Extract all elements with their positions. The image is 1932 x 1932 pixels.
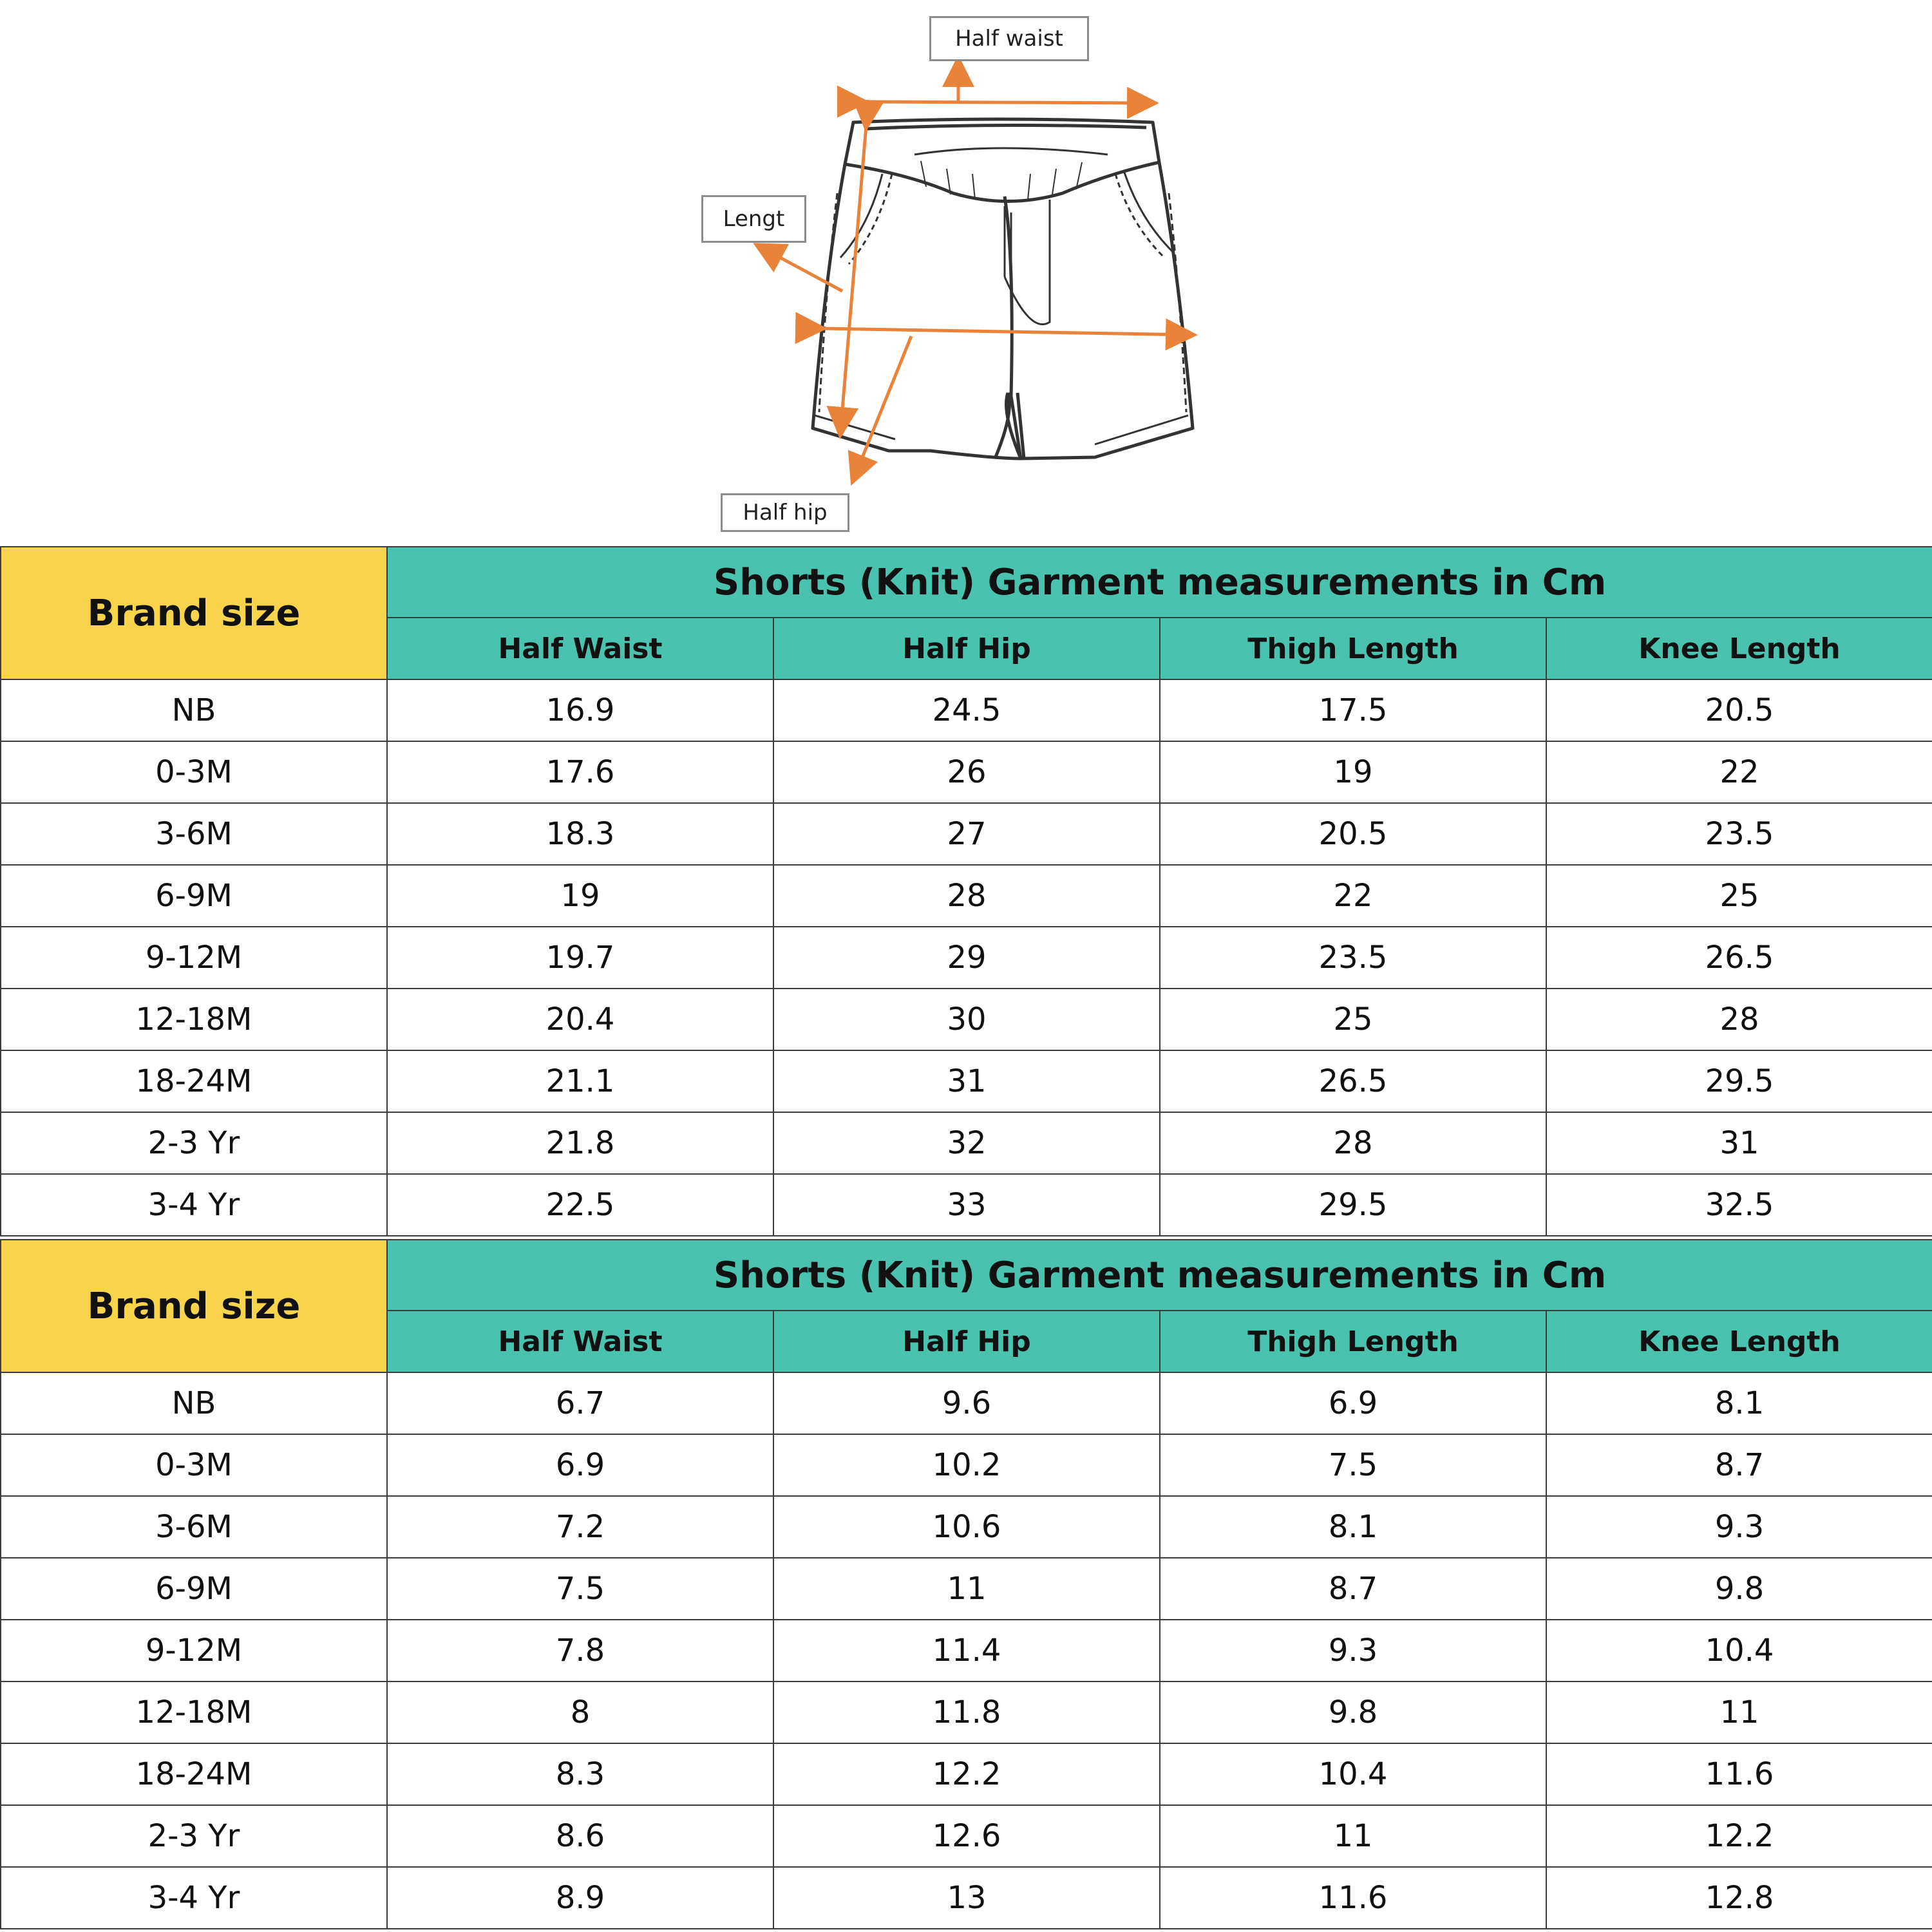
table-row xyxy=(1,1372,1932,1434)
measurement-cell: 12.6 xyxy=(773,1805,1160,1867)
group-header: Shorts (Knit) Garment measurements in Cm xyxy=(387,1240,1932,1311)
table-row xyxy=(1,865,1932,927)
measurement-cell: 32 xyxy=(773,1112,1160,1174)
table-row xyxy=(1,1434,1932,1496)
measurement-cell: 6.9 xyxy=(387,1434,773,1496)
column-header: Thigh Length xyxy=(1160,618,1546,679)
column-header: Thigh Length xyxy=(1160,1311,1546,1372)
size-label-cell: NB xyxy=(1,1372,387,1434)
size-label-cell: 18-24M xyxy=(1,1050,387,1112)
measurement-cell: 6.7 xyxy=(387,1372,773,1434)
measurement-cell: 12.2 xyxy=(1546,1805,1932,1867)
measurement-cell: 31 xyxy=(1546,1112,1932,1174)
measurement-cell: 26.5 xyxy=(1546,927,1932,989)
measurement-cell: 10.6 xyxy=(773,1496,1160,1558)
measurement-cell: 23.5 xyxy=(1160,927,1546,989)
measurement-cell: 32.5 xyxy=(1546,1174,1932,1236)
measurement-cell: 9.8 xyxy=(1160,1681,1546,1743)
measurement-cell: 11.6 xyxy=(1546,1743,1932,1805)
size-label-cell: 12-18M xyxy=(1,989,387,1050)
measurement-cell: 8.7 xyxy=(1546,1434,1932,1496)
size-chart-table-2 xyxy=(0,1239,1932,1929)
table-row xyxy=(1,1620,1932,1681)
size-label-cell: 3-4 Yr xyxy=(1,1174,387,1236)
column-header: Knee Length xyxy=(1546,618,1932,679)
table-row xyxy=(1,1112,1932,1174)
measurement-cell: 8.9 xyxy=(387,1867,773,1929)
measurement-cell: 23.5 xyxy=(1546,803,1932,865)
measurement-cell: 30 xyxy=(773,989,1160,1050)
column-header: Half Hip xyxy=(773,618,1160,679)
table-row xyxy=(1,989,1932,1050)
measurement-cell: 9.8 xyxy=(1546,1558,1932,1620)
measurement-cell: 21.1 xyxy=(387,1050,773,1112)
half-hip-callout: Half hip xyxy=(721,493,849,532)
measurement-cell: 22 xyxy=(1546,741,1932,803)
size-label-cell: 3-6M xyxy=(1,803,387,865)
measurement-cell: 9.3 xyxy=(1160,1620,1546,1681)
measurement-cell: 8.1 xyxy=(1160,1496,1546,1558)
measurement-cell: 16.9 xyxy=(387,679,773,741)
measurement-cell: 12.2 xyxy=(773,1743,1160,1805)
measurement-cell: 17.5 xyxy=(1160,679,1546,741)
table-row xyxy=(1,1174,1932,1236)
half-waist-callout: Half waist xyxy=(929,16,1089,61)
measurement-cell: 26 xyxy=(773,741,1160,803)
shorts-outline xyxy=(813,119,1193,459)
table-row xyxy=(1,1805,1932,1867)
size-label-cell: 9-12M xyxy=(1,1620,387,1681)
measurement-cell: 11 xyxy=(773,1558,1160,1620)
measurement-cell: 11.4 xyxy=(773,1620,1160,1681)
table-row xyxy=(1,803,1932,865)
measurement-cell: 28 xyxy=(1160,1112,1546,1174)
table-body xyxy=(1,679,1932,1236)
column-header: Half Hip xyxy=(773,1311,1160,1372)
size-label-cell: 3-4 Yr xyxy=(1,1867,387,1929)
measurement-cell: 9.3 xyxy=(1546,1496,1932,1558)
column-header: Half Waist xyxy=(387,618,773,679)
table-row xyxy=(1,1496,1932,1558)
measurement-cell: 20.5 xyxy=(1546,679,1932,741)
size-label-cell: 2-3 Yr xyxy=(1,1805,387,1867)
table-row xyxy=(1,1050,1932,1112)
measurement-cell: 22 xyxy=(1160,865,1546,927)
size-label-cell: 12-18M xyxy=(1,1681,387,1743)
measurement-cell: 6.9 xyxy=(1160,1372,1546,1434)
measurement-cell: 19 xyxy=(1160,741,1546,803)
measurement-cell: 13 xyxy=(773,1867,1160,1929)
measurement-cell: 8.3 xyxy=(387,1743,773,1805)
table-row xyxy=(1,1743,1932,1805)
measurement-cell: 29 xyxy=(773,927,1160,989)
measurement-cell: 10.4 xyxy=(1546,1620,1932,1681)
measurement-cell: 10.4 xyxy=(1160,1743,1546,1805)
column-header: Half Waist xyxy=(387,1311,773,1372)
measurement-cell: 21.8 xyxy=(387,1112,773,1174)
length-callout: Lengt xyxy=(701,195,806,243)
measurement-cell: 18.3 xyxy=(387,803,773,865)
table-row xyxy=(1,741,1932,803)
brand-size-header: Brand size xyxy=(1,1240,387,1372)
measurement-cell: 11.8 xyxy=(773,1681,1160,1743)
measurement-cell: 28 xyxy=(1546,989,1932,1050)
size-label-cell: 3-6M xyxy=(1,1496,387,1558)
measurement-diagram xyxy=(0,0,1932,546)
measurement-cell: 7.8 xyxy=(387,1620,773,1681)
measurement-cell: 27 xyxy=(773,803,1160,865)
measurement-cell: 8.7 xyxy=(1160,1558,1546,1620)
measurement-cell: 25 xyxy=(1546,865,1932,927)
measurement-cell: 22.5 xyxy=(387,1174,773,1236)
measurement-cell: 11 xyxy=(1546,1681,1932,1743)
measurement-cell: 26.5 xyxy=(1160,1050,1546,1112)
group-header: Shorts (Knit) Garment measurements in Cm xyxy=(387,547,1932,618)
brand-size-header: Brand size xyxy=(1,547,387,679)
size-label-cell: 6-9M xyxy=(1,865,387,927)
size-label-cell: 9-12M xyxy=(1,927,387,989)
measurement-cell: 29.5 xyxy=(1160,1174,1546,1236)
size-label-cell: 0-3M xyxy=(1,1434,387,1496)
size-label-cell: 0-3M xyxy=(1,741,387,803)
column-header: Knee Length xyxy=(1546,1311,1932,1372)
measurement-cell: 7.5 xyxy=(387,1558,773,1620)
measurement-cell: 8.1 xyxy=(1546,1372,1932,1434)
measurement-cell: 9.6 xyxy=(773,1372,1160,1434)
measurement-cell: 29.5 xyxy=(1546,1050,1932,1112)
size-chart-table-1 xyxy=(0,546,1932,1236)
shorts-diagram-icon xyxy=(0,0,1932,546)
measurement-cell: 7.5 xyxy=(1160,1434,1546,1496)
size-label-cell: 6-9M xyxy=(1,1558,387,1620)
measurement-cell: 8.6 xyxy=(387,1805,773,1867)
measurement-cell: 12.8 xyxy=(1546,1867,1932,1929)
measurement-cell: 31 xyxy=(773,1050,1160,1112)
measurement-cell: 24.5 xyxy=(773,679,1160,741)
measurement-cell: 20.4 xyxy=(387,989,773,1050)
measurement-cell: 19.7 xyxy=(387,927,773,989)
table-row xyxy=(1,1558,1932,1620)
measurement-cell: 20.5 xyxy=(1160,803,1546,865)
measurement-cell: 25 xyxy=(1160,989,1546,1050)
measurement-cell: 19 xyxy=(387,865,773,927)
table-row xyxy=(1,679,1932,741)
measurement-cell: 17.6 xyxy=(387,741,773,803)
size-label-cell: 2-3 Yr xyxy=(1,1112,387,1174)
measurement-cell: 7.2 xyxy=(387,1496,773,1558)
size-label-cell: 18-24M xyxy=(1,1743,387,1805)
table-row xyxy=(1,1867,1932,1929)
measurement-cell: 11 xyxy=(1160,1805,1546,1867)
measurement-cell: 33 xyxy=(773,1174,1160,1236)
table-body xyxy=(1,1372,1932,1929)
table-row xyxy=(1,1681,1932,1743)
table-row xyxy=(1,927,1932,989)
size-label-cell: NB xyxy=(1,679,387,741)
measurement-cell: 8 xyxy=(387,1681,773,1743)
measurement-cell: 10.2 xyxy=(773,1434,1160,1496)
measurement-cell: 11.6 xyxy=(1160,1867,1546,1929)
measurement-cell: 28 xyxy=(773,865,1160,927)
